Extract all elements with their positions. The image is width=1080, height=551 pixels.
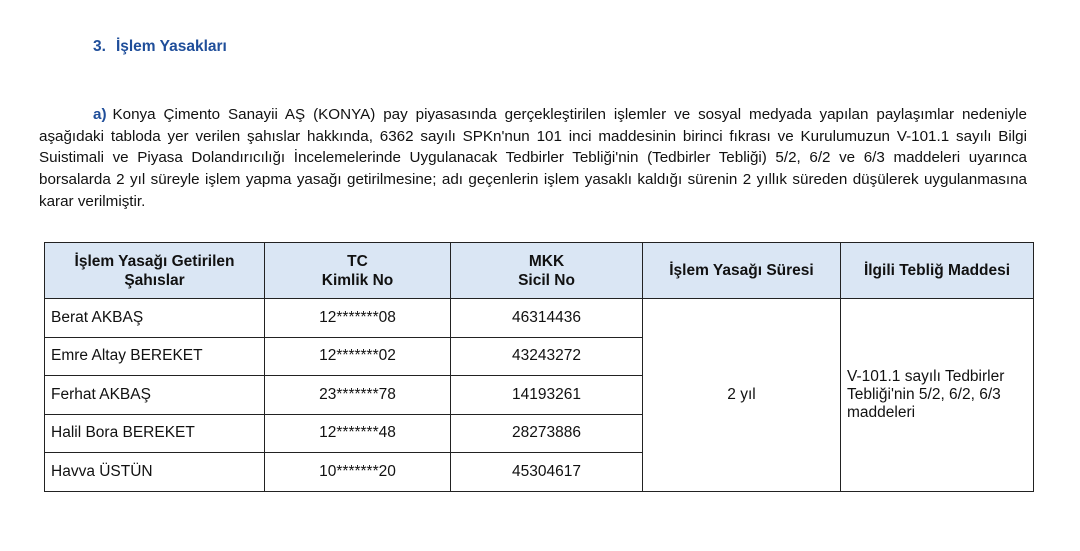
header-persons-line1: İşlem Yasağı Getirilen	[74, 252, 235, 270]
header-tc-line1: TC	[347, 252, 368, 270]
person-name: Havva ÜSTÜN	[45, 453, 265, 492]
section-number: 3.	[93, 38, 106, 55]
section-heading	[93, 38, 227, 56]
tc-number: 12*******08	[265, 299, 451, 338]
table-header-row	[45, 243, 1034, 299]
header-persons	[45, 243, 265, 299]
header-article: İlgili Tebliğ Maddesi	[841, 243, 1034, 299]
header-persons-line2: Şahıslar	[124, 271, 185, 289]
mkk-number: 14193261	[451, 376, 643, 415]
paragraph-text: Konya Çimento Sanayii AŞ (KONYA) pay piyasasında gerçekleştirilen işlemler ve sosyal medyada yapılan paylaşımlar nedeniyle aşağıdaki tabloda yer verilen şahıslar hakkında, 6362 sayılı SPKn'nun 101 inci maddesinin birinci fıkrası ve Kurulumuzun V-101.1 sayılı Bilgi Suistimali ve Piyasa Dolandırıcılığı İncelemelerinde Uygulanacak Tedbirler Tebliği'nin (Tedbirler Tebliği) 5/2, 6/2 ve 6/3 maddeleri uyarınca borsalarda 2 yıl süreyle işlem yapma yasağı getirilmesine; adı geçenlerin işlem yasaklı kaldığı sürenin 2 yıllık süreden düşülerek uygulanmasına karar verilmiştir.	[39, 106, 1027, 210]
tc-number: 12*******02	[265, 337, 451, 376]
decision-paragraph	[39, 104, 1027, 213]
person-name: Halil Bora BEREKET	[45, 414, 265, 453]
table-row	[45, 299, 1034, 338]
header-mkk	[451, 243, 643, 299]
tc-number: 23*******78	[265, 376, 451, 415]
tc-number: 10*******20	[265, 453, 451, 492]
header-tc	[265, 243, 451, 299]
header-tc-line2: Kimlik No	[321, 271, 394, 289]
section-title: İşlem Yasakları	[115, 38, 227, 55]
mkk-number: 45304617	[451, 453, 643, 492]
mkk-number: 43243272	[451, 337, 643, 376]
mkk-number: 46314436	[451, 299, 643, 338]
person-name: Emre Altay BEREKET	[45, 337, 265, 376]
header-duration: İşlem Yasağı Süresi	[643, 243, 841, 299]
mkk-number: 28273886	[451, 414, 643, 453]
header-mkk-line2: Sicil No	[518, 271, 575, 289]
paragraph-marker: a)	[93, 106, 107, 123]
person-name: Ferhat AKBAŞ	[45, 376, 265, 415]
related-article: V-101.1 sayılı Tedbirler Tebliği'nin 5/2, 6/2, 6/3 maddeleri	[841, 299, 1034, 492]
header-mkk-line1: MKK	[528, 252, 565, 270]
person-name: Berat AKBAŞ	[45, 299, 265, 338]
trading-ban-table	[44, 242, 1034, 492]
ban-duration: 2 yıl	[643, 299, 841, 492]
tc-number: 12*******48	[265, 414, 451, 453]
